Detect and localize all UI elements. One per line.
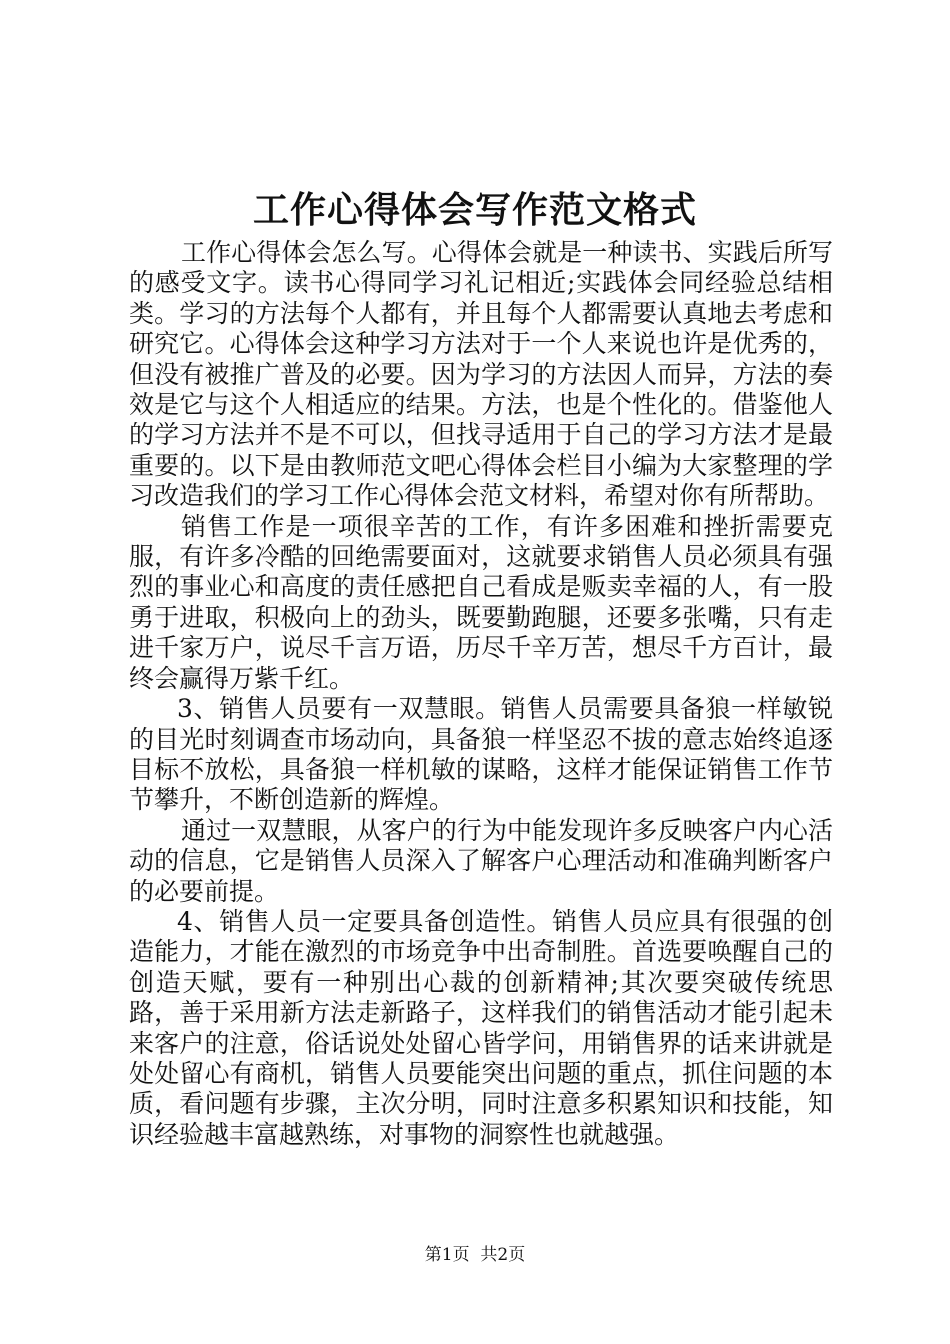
- page-footer: [0, 1244, 950, 1266]
- paragraph-point-4: 4、销售人员一定要具备创造性。销售人员应具有很强的创造能力，才能在激烈的市场竞争中出奇制胜。首选要唤醒自己的创造天赋，要有一种别出心裁的创新精神;其次要突破传统思路，善于采用新方法走新路子，这样我们的销售活动才能引起未来客户的注意，俗话说处处留心皆学问，用销售界的话来讲就是处处留心有商机，销售人员要能突出问题的重点，抓住问题的本质，看问题有步骤，主次分明，同时注意多积累知识和技能，知识经验越丰富越熟练，对事物的洞察性也就越强。: [129, 906, 833, 1149]
- page-title: 工作心得体会写作范文格式: [252, 189, 697, 231]
- paragraph-point-3: 3、销售人员要有一双慧眼。销售人员需要具备狼一样敏锐的目光时刻调查市场动向，具备狼一样坚忍不拔的意志始终追逐目标不放松，具备狼一样机敏的谋略，这样才能保证销售工作节节攀升，不断创造新的辉煌。: [129, 694, 833, 815]
- page-total: 共2页: [480, 1245, 526, 1265]
- paragraph-insight: 通过一双慧眼，从客户的行为中能发现许多反映客户内心活动的信息，它是销售人员深入了解客户心理活动和准确判断客户的必要前提。: [129, 815, 833, 906]
- document-body: [129, 238, 833, 1150]
- paragraph-sales-work: 销售工作是一项很辛苦的工作，有许多困难和挫折需要克服，有许多冷酷的回绝需要面对，这就要求销售人员必须具有强烈的事业心和高度的责任感把自己看成是贩卖幸福的人，有一股勇于进取，积极向上的劲头，既要勤跑腿，还要多张嘴，只有走进千家万户，说尽千言万语，历尽千辛万苦，想尽千方百计，最终会赢得万紫千红。: [129, 511, 833, 693]
- paragraph-intro: 工作心得体会怎么写。心得体会就是一种读书、实践后所写的感受文字。读书心得同学习礼记相近;实践体会同经验总结相类。学习的方法每个人都有，并且每个人都需要认真地去考虑和研究它。心得体会这种学习方法对于一个人来说也许是优秀的，但没有被推广普及的必要。因为学习的方法因人而异，方法的奏效是它与这个人相适应的结果。方法，也是个性化的。借鉴他人的学习方法并不是不可以，但找寻适用于自己的学习方法才是最重要的。以下是由教师范文吧心得体会栏目小编为大家整理的学习改造我们的学习工作心得体会范文材料，希望对你有所帮助。: [129, 238, 833, 511]
- page-number: 第1页: [424, 1245, 470, 1265]
